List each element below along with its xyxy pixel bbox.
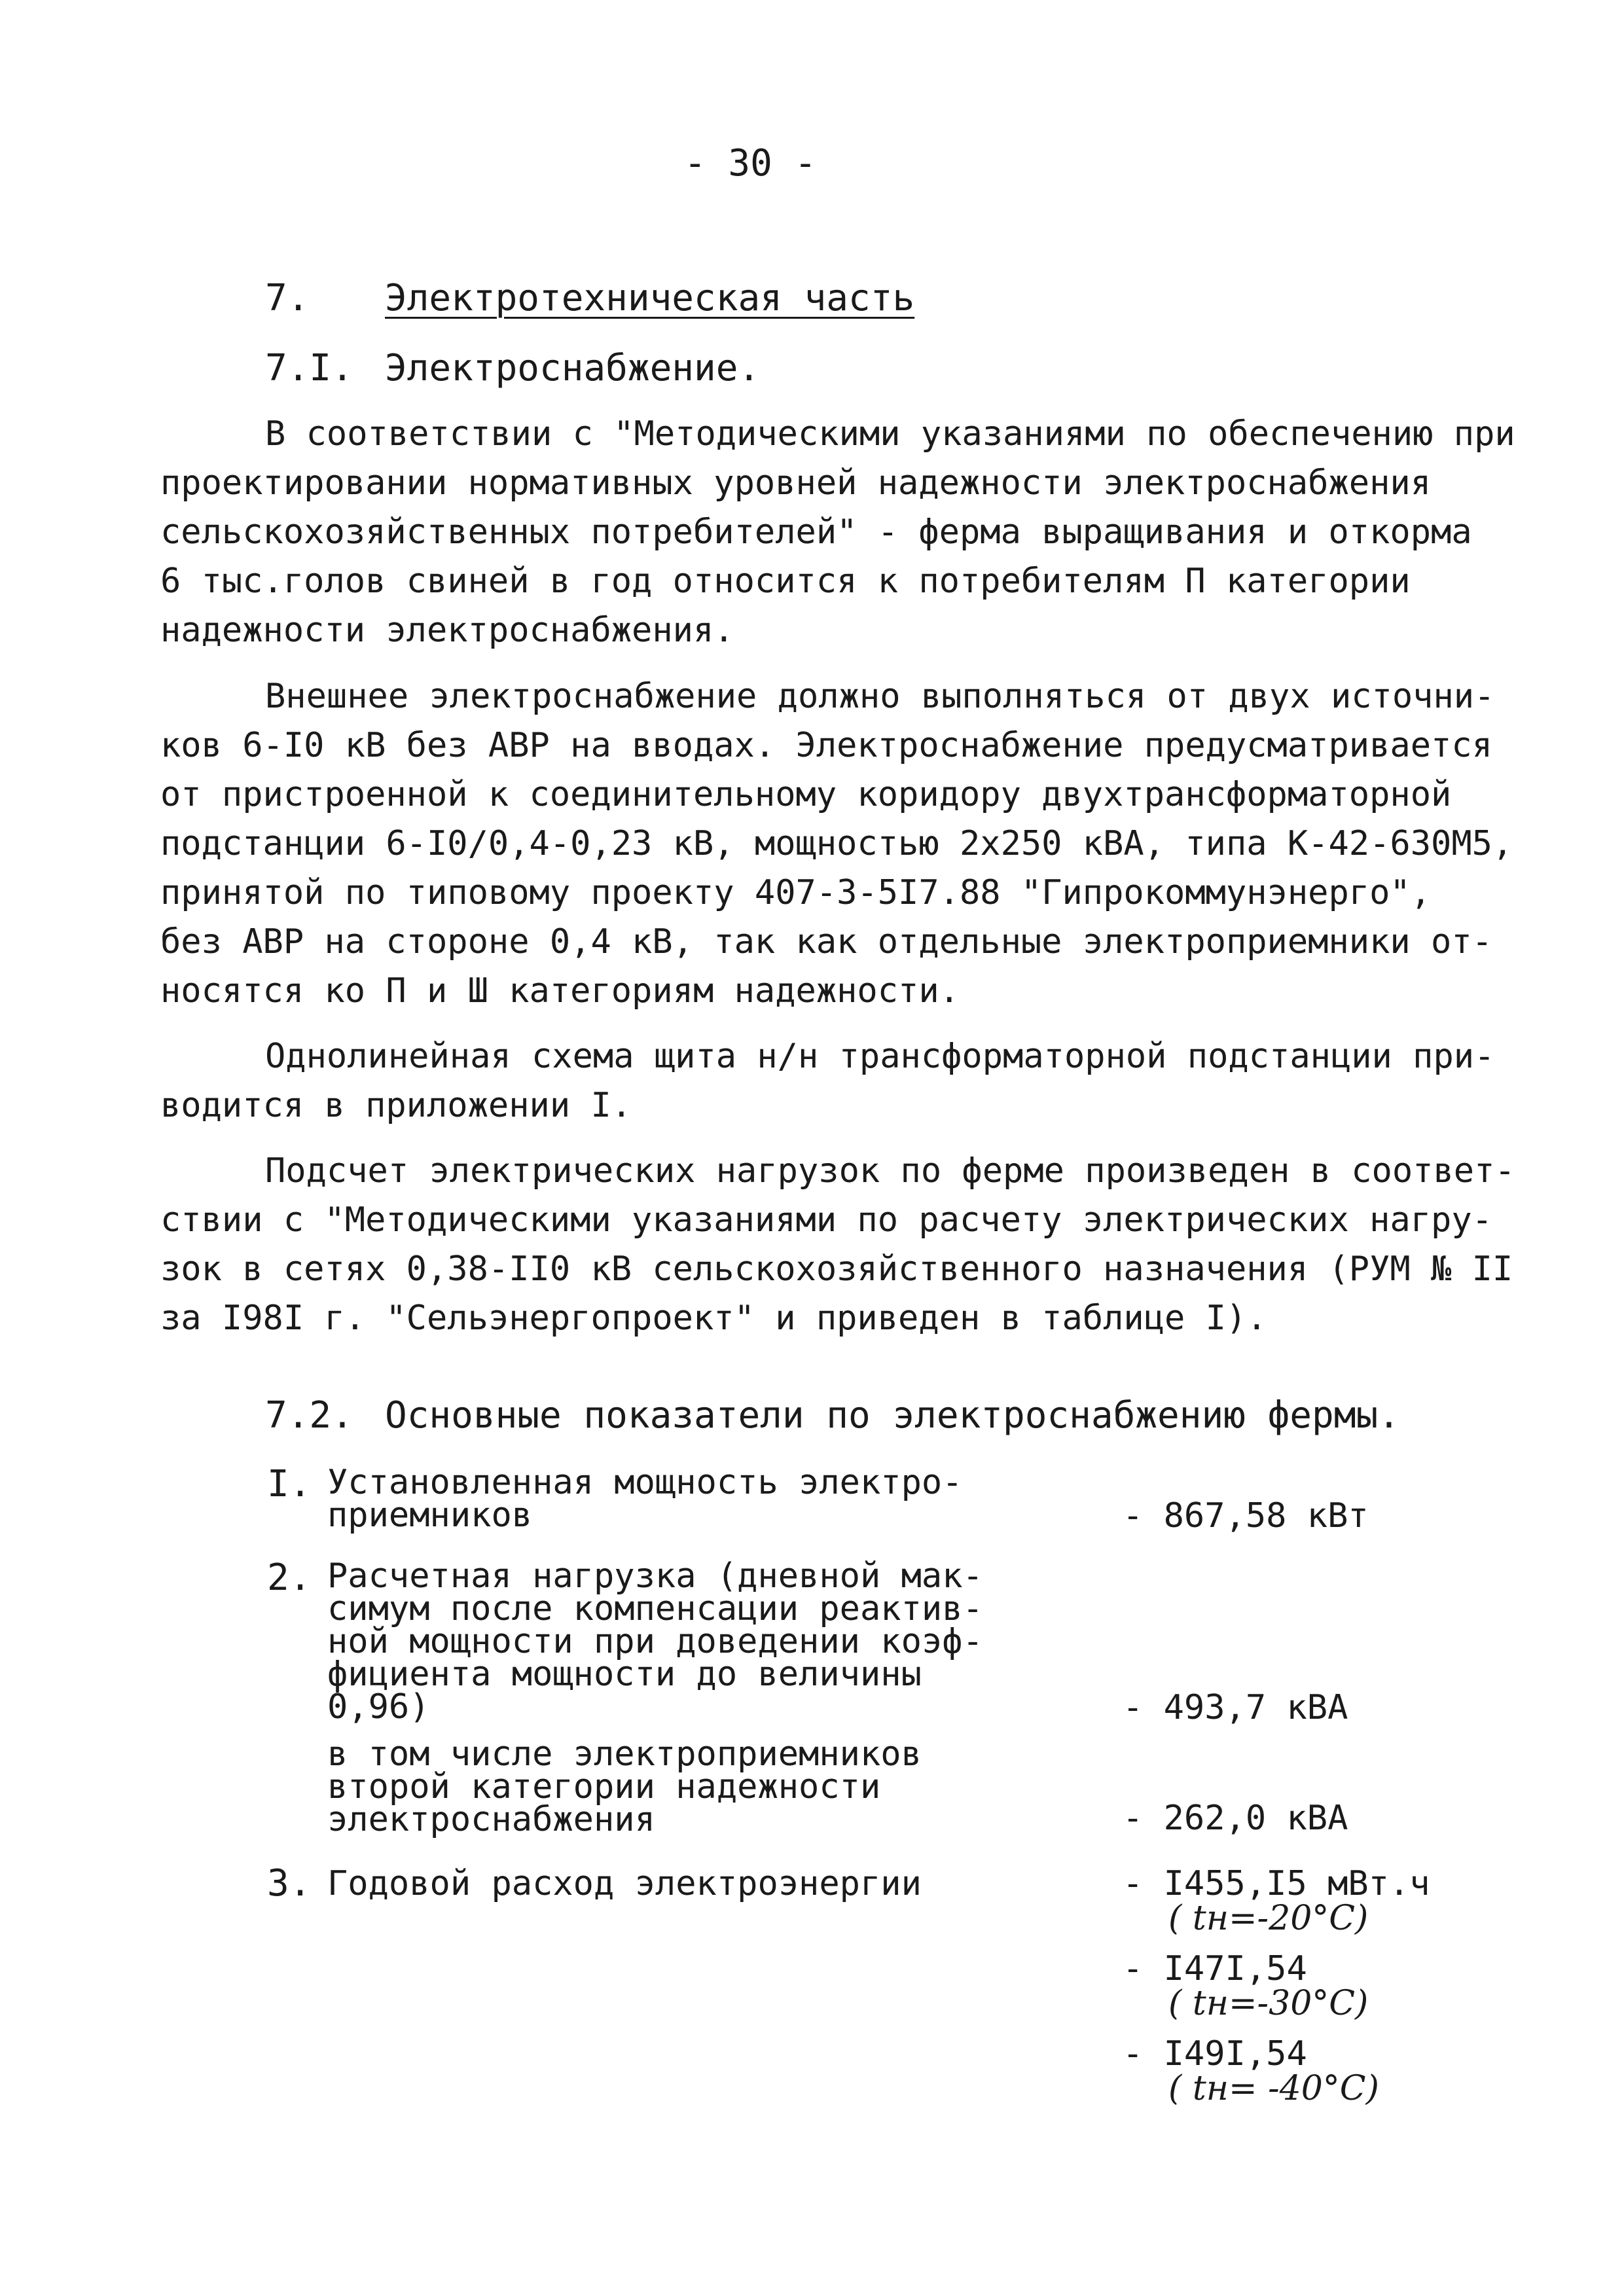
item-value: - I49I,54 [1123,2034,1307,2074]
paragraph-line: от пристроенной к соединительному коридору двухтрансформаторной [160,775,1452,814]
temperature-note: ( tн=-20°C) [1168,1899,1369,1938]
temperature-note: ( tн= -40°C) [1168,2069,1379,2108]
paragraph-line: надежности электроснабжения. [160,611,734,650]
item-number: 2. [267,1556,312,1599]
item-text: Годовой расход электроэнергии [327,1864,922,1903]
subsection-title: Основные показатели по электроснабжению фермы. [385,1394,1400,1437]
paragraph-line: проектировании нормативных уровней надежности электроснабжения [160,463,1432,503]
item-value: - 262,0 кВА [1123,1799,1348,1838]
paragraph-line: водится в приложении I. [160,1086,632,1125]
item-text: Расчетная нагрузка (дневной мак- симум после компенсации реактив- ной мощности при доведении коэф- фициента мощности до величины 0,96) [327,1556,983,1727]
item-value: - 493,7 кВА [1123,1688,1348,1727]
subsection-title: Электроснабжение. [385,347,761,389]
paragraph-line: В соответствии с "Методическими указаниями по обеспечению при [265,414,1515,454]
paragraph-line: без АВР на стороне 0,4 кВ, так как отдельные электроприемники от- [160,922,1492,961]
item-value: - 867,58 кВт [1123,1496,1369,1536]
paragraph-line: Подсчет электрических нагрузок по ферме произведен в соответ- [265,1151,1515,1191]
paragraph-line: носятся ко П и Ш категориям надежности. [160,971,960,1011]
item-number: 3. [267,1862,312,1905]
paragraph-line: Внешнее электроснабжение должно выполняться от двух источни- [265,677,1495,716]
subsection-number: 7.I. [265,347,353,389]
paragraph-line: принятой по типовому проекту 407-3-5I7.88 "Гипрокоммунэнерго", [160,873,1432,912]
item-value: - I455,I5 мВт.ч [1123,1864,1430,1903]
paragraph-line: сельскохозяйственных потребителей" - ферма выращивания и откорма [160,512,1472,552]
section-title: Электротехническая часть [385,277,915,319]
paragraph-line: за I98I г. "Сельэнергопроект" и приведен в таблице I). [160,1299,1267,1338]
paragraph-line: 6 тыс.голов свиней в год относится к потребителям П категории [160,562,1411,601]
item-value: - I47I,54 [1123,1949,1307,1988]
item-number: I. [267,1463,312,1505]
item-text: Установленная мощность электро- приемников [327,1463,963,1535]
paragraph-line: подстанции 6-I0/0,4-0,23 кВ, мощностью 2х250 кВА, типа К-42-630М5, [160,824,1513,863]
temperature-note: ( tн=-30°C) [1168,1984,1369,2023]
item-subtext: в том числе электроприемников второй категории надежности электроснабжения [327,1734,922,1839]
subsection-number: 7.2. [265,1394,353,1437]
section-number: 7. [265,277,310,319]
paragraph-line: Однолинейная схема щита н/н трансформаторной подстанции при- [265,1037,1495,1076]
page-number: - 30 - [684,142,817,185]
paragraph-line: зок в сетях 0,38-II0 кВ сельскохозяйственного назначения (РУМ № II [160,1249,1513,1289]
paragraph-line: ков 6-I0 кВ без АВР на вводах. Электроснабжение предусматривается [160,726,1492,765]
paragraph-line: ствии с "Методическими указаниями по расчету электрических нагру- [160,1200,1492,1240]
